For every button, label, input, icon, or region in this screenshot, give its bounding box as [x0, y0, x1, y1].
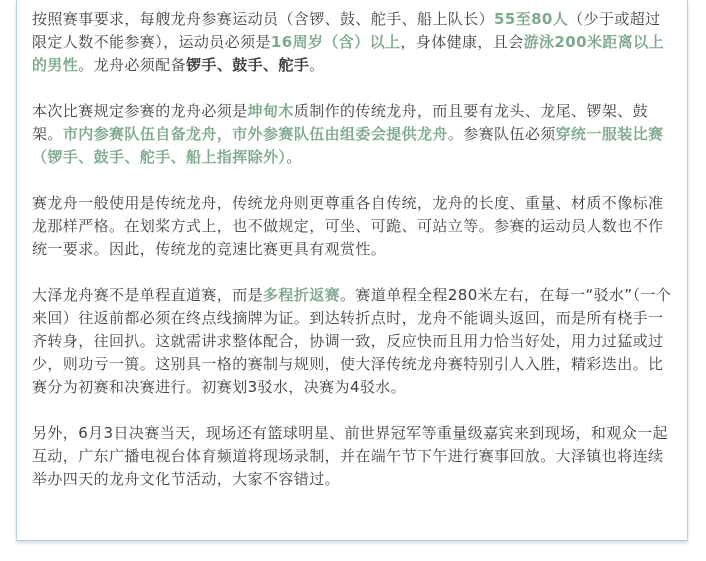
bold-crew-roles: 锣手、鼓手、舵手	[186, 56, 310, 74]
highlight-swimming: 游泳200米距离以上的男性	[32, 33, 664, 74]
highlight-wood: 坤甸木	[247, 102, 294, 120]
paragraph-text: 。	[286, 148, 302, 166]
paragraph-boat-rules	[32, 100, 672, 169]
highlight-team-size: 55至80人	[494, 10, 569, 28]
paragraph-race-format	[32, 284, 672, 399]
highlight-boat-supply: 市内参赛队伍自备龙舟，市外参赛队伍由组委会提供龙舟	[62, 125, 448, 143]
paragraph-text: 。	[309, 56, 325, 74]
paragraph-text: （少于或超过限定人数不能参赛），运动员必须是	[32, 10, 661, 51]
paragraph-text: 赛龙舟一般使用是传统龙舟，传统龙舟则更尊重各自传统，龙舟的长度、重量、材质不像标准龙那样严格。在划桨方式上，也不做规定，可坐、可跪、可站立等。参赛的运动员人数也不作统一要求。因此，传统龙的竞速比赛更具有观赏性。	[32, 194, 664, 258]
paragraph-text: 。龙舟必须配备	[78, 56, 187, 74]
paragraph-text: 质制作的传统龙舟，而且要有龙头、龙尾、锣架、鼓架。	[32, 102, 649, 143]
paragraph-text: 按照赛事要求，每艘龙舟参赛运动员（含锣、鼓、舵手、船上队长）	[32, 10, 495, 28]
article-body	[32, 8, 672, 491]
paragraph-traditional-boats	[32, 192, 672, 261]
paragraph-final-day	[32, 422, 672, 491]
highlight-uniform: 穿统一服装比赛（锣手、鼓手、舵手、船上指挥除外）	[32, 125, 664, 166]
paragraph-text: ，身体健康，且会	[400, 33, 524, 51]
paragraph-text: 本次比赛规定参赛的龙舟必须是	[32, 102, 248, 120]
paragraph-text: 大泽龙舟赛不是单程直道赛，而是	[32, 286, 264, 304]
highlight-race-type: 多程折返赛	[263, 286, 341, 304]
paragraph-text: 另外，6月3日决赛当天，现场还有篮球明星、前世界冠军等重量级嘉宾来到现场，和观众一起互动，广东广播电视台体育频道将现场录制，并在端午节下午进行赛事回放。大泽镇也将连续举办四天的龙舟文化节活动，大家不容错过。	[32, 424, 668, 488]
paragraph-text: 。参赛队伍必须	[447, 125, 556, 143]
highlight-age: 16周岁（含）以上	[270, 33, 401, 51]
paragraph-text: 。赛道单程全程280米左右，在每一“驳水”（一个来回）往返前都必须在终点线摘牌为证。到达转折点时，龙舟不能调头返回，而是所有桡手一齐转身，往回扒。这就需讲求整体配合，协调一致，反应快而且用力恰当好处，用力过猛或过少，则功亏一篑。这别具一格的赛制与规则，使大泽传统龙舟赛特别引人入胜，精彩迭出。比赛分为初赛和决赛进行。初赛划3驳水，决赛为4驳水。	[32, 286, 672, 396]
paragraph-participants	[32, 8, 672, 77]
